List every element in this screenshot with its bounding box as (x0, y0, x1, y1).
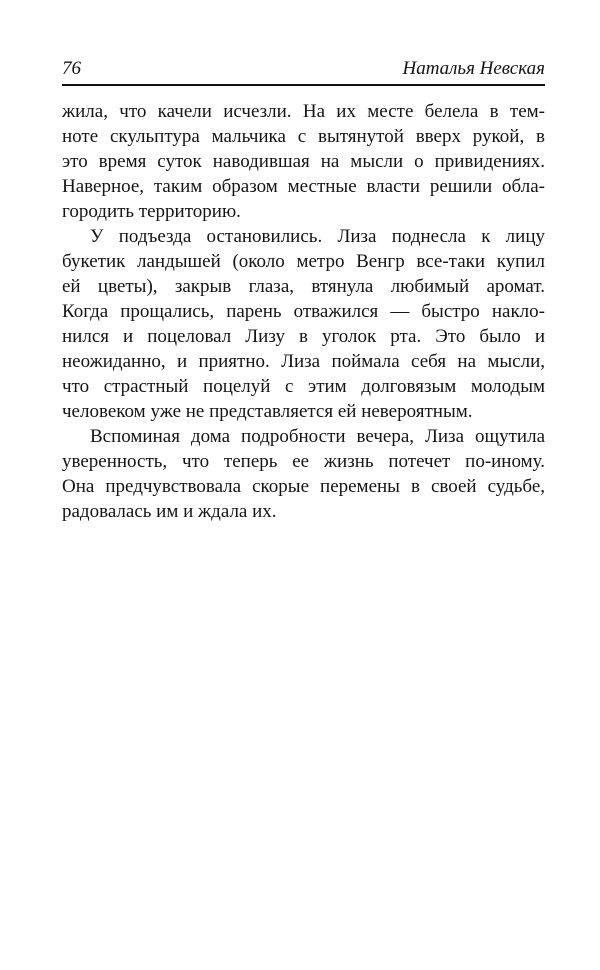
page-content (62, 58, 545, 524)
text-line: человеком уже не представляется ей невероятным. (62, 401, 473, 422)
text-line: букетик ландышей (около метро Венгр все-таки купил (62, 251, 545, 272)
paragraph (62, 424, 545, 524)
body-text (62, 99, 545, 524)
text-line: Вспоминая дома подробности вечера, Лиза ощутила (90, 426, 545, 447)
author-name: Наталья Невская (402, 58, 545, 79)
running-header (62, 58, 545, 86)
text-line: жила, что качели исчезли. На их месте белела в тем- (62, 101, 545, 122)
text-line: Наверное, таким образом местные власти решили обла- (62, 176, 545, 197)
text-line: неожиданно, и приятно. Лиза поймала себя на мысли, (62, 351, 545, 372)
text-line: радовалась им и ждала их. (62, 501, 277, 522)
text-line: У подъезда остановились. Лиза поднесла к лицу (90, 226, 545, 247)
paragraph (62, 99, 545, 224)
text-line: нился и поцеловал Лизу в уголок рта. Это было и (62, 326, 545, 347)
text-line: ноте скульптура мальчика с вытянутой вверх рукой, в (62, 126, 545, 147)
text-line: Когда прощались, парень отважился — быстро накло- (62, 301, 545, 322)
page-number: 76 (62, 58, 81, 79)
text-line: это время суток наводившая на мысли о привидениях. (62, 151, 545, 172)
paragraph (62, 224, 545, 424)
text-line: что страстный поцелуй с этим долговязым молодым (62, 376, 545, 397)
text-line: уверенность, что теперь ее жизнь потечет по-иному. (62, 451, 545, 472)
text-line: Она предчувствовала скорые перемены в своей судьбе, (62, 476, 545, 497)
text-line: городить территорию. (62, 201, 241, 222)
text-line: ей цветы), закрыв глаза, втянула любимый аромат. (62, 276, 545, 297)
